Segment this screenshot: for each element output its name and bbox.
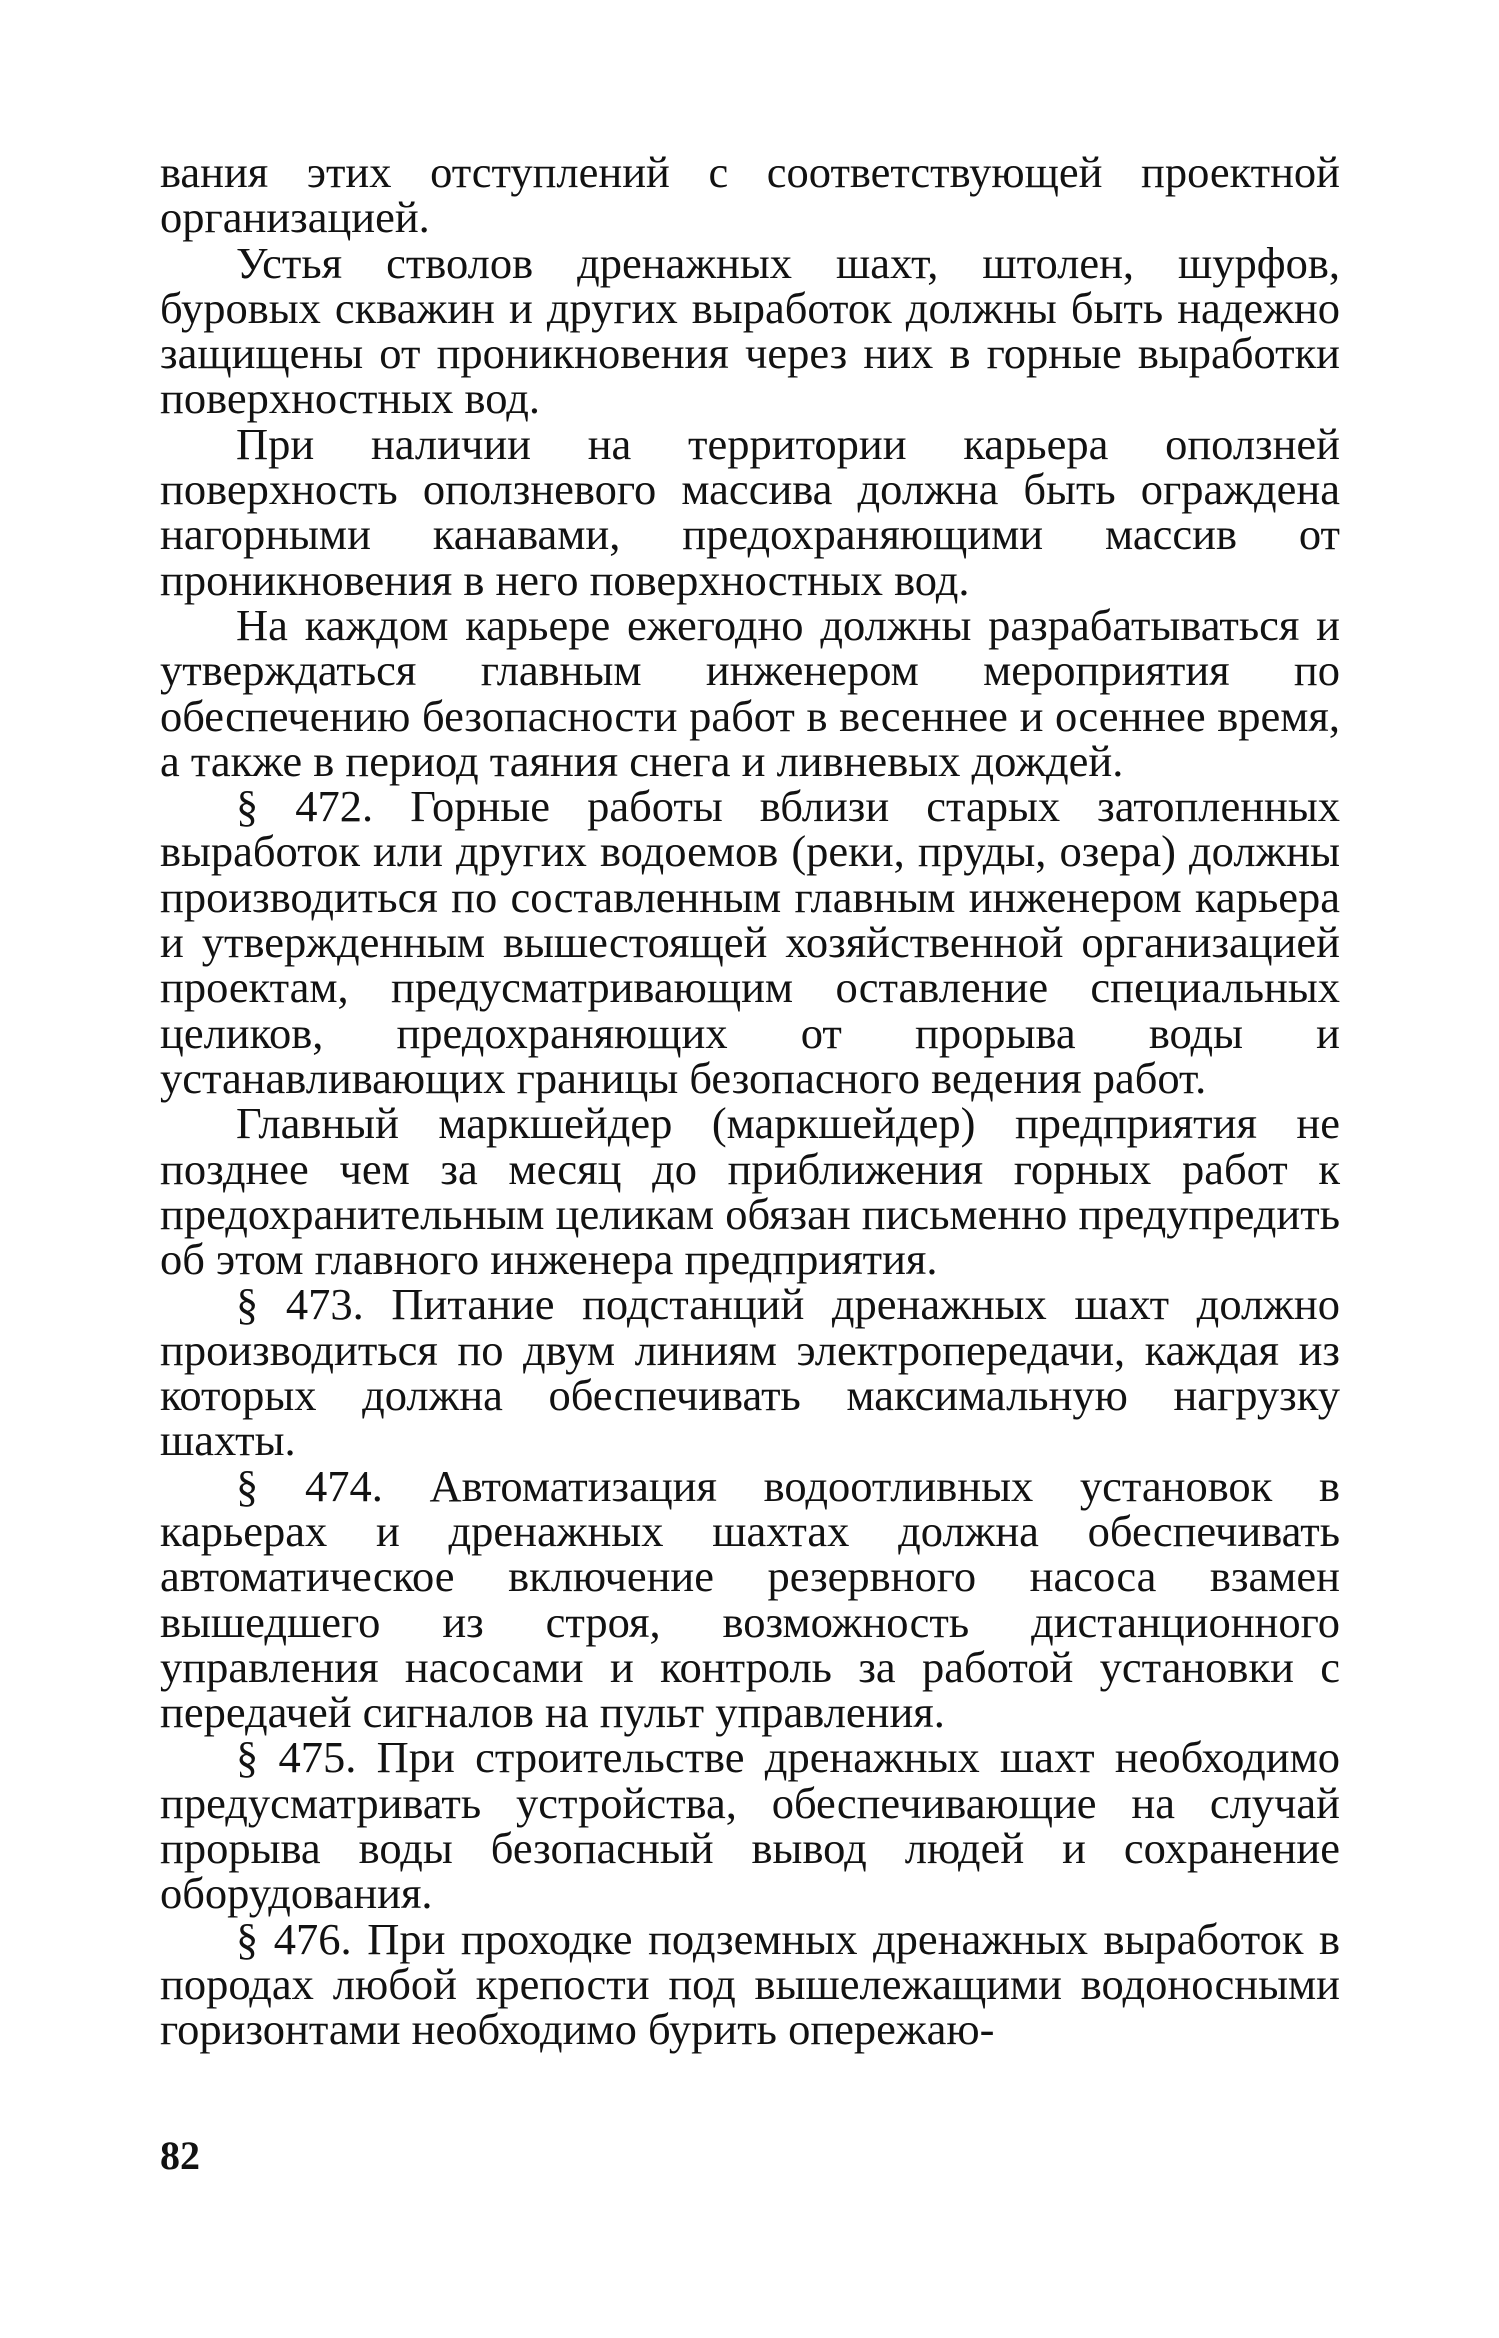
paragraph-section-472: § 472. Горные работы вблизи старых затопленных выработок или других водоемов (реки, пруды, озера) должны производиться по составленным главным инженером карьера и утвержденным вышестоящей хозяйственной организацией проектам, предусматривающим оставление специальных целиков, предохраняющих от прорыва воды и устанавливающих границы безопасного ведения работ.: [160, 781, 1340, 1103]
paragraph-continuation: вания этих отступлений с соответствующей проектной организацией.: [160, 147, 1340, 243]
paragraph-section-475: § 475. При строительстве дренажных шахт необходимо предусматривать устройства, обеспечивающие на случай прорыва воды безопасный вывод людей и сохранение оборудования.: [160, 1732, 1340, 1919]
page-body: [160, 147, 1340, 2055]
page-number: 82: [160, 2133, 200, 2178]
paragraph: Главный маркшейдер (маркшейдер) предприятия не позднее чем за месяц до приближения горных работ к предохранительным целикам обязан письменно предупредить об этом главного инженера предприятия.: [160, 1098, 1340, 1285]
paragraph: При наличии на территории карьера оползней поверхность оползневого массива должна быть ограждена нагорными канавами, предохраняющими массив от проникновения в него поверхностных вод.: [160, 418, 1340, 605]
paragraph: Устья стволов дренажных шахт, штолен, шурфов, буровых скважин и других выработок должны быть надежно защищены от проникновения через них в горные выработки поверхностных вод.: [160, 237, 1340, 424]
paragraph-section-474: § 474. Автоматизация водоотливных установок в карьерах и дренажных шахтах должна обеспечивать автоматическое включение резервного насоса взамен вышедшего из строя, возможность дистанционного управления насосами и контроль за работой установки с передачей сигналов на пульт управления.: [160, 1460, 1340, 1738]
paragraph-section-473: § 473. Питание подстанций дренажных шахт должно производиться по двум линиям электропередачи, каждая из которых должна обеспечивать максимальную нагрузку шахты.: [160, 1279, 1340, 1466]
paragraph-section-476: § 476. При проходке подземных дренажных выработок в породах любой крепости под вышележащими водоносными горизонтами необходимо бурить опережаю-: [160, 1913, 1340, 2055]
paragraph: На каждом карьере ежегодно должны разрабатываться и утверждаться главным инженером мероприятия по обеспечению безопасности работ в весеннее и осеннее время, а также в период таяния снега и ливневых дождей.: [160, 599, 1340, 786]
